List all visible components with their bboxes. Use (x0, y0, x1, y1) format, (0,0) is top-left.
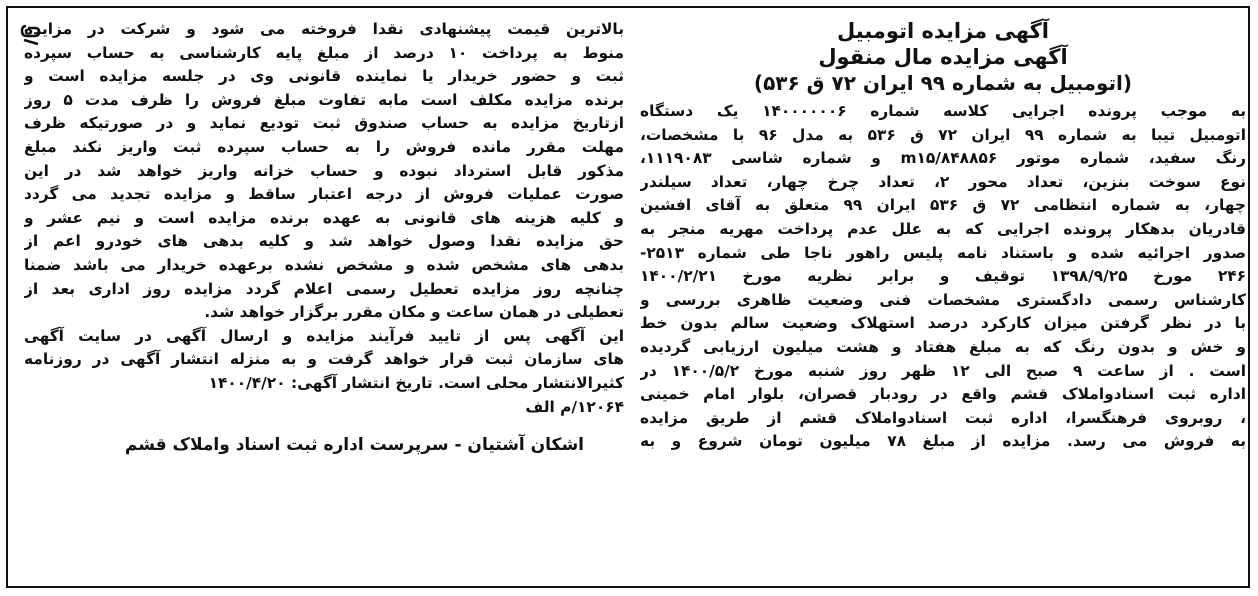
text-line: صدور اجرائیه شده و باستناد نامه پلیس راهور ناجا طی شماره ۲۵۱۳- (640, 243, 1246, 262)
notice-titles (640, 18, 1246, 96)
notice-right-column (640, 18, 1246, 454)
reference-number: ۱۲۰۶۴/م الف (525, 397, 624, 416)
text-line: برنده مزایده مکلف است مابه تفاوت مبلغ فروش را ظرف مدت ۵ روز (24, 90, 624, 109)
text-line: اداره ثبت اسنادواملاک قشم واقع در رودبار قصران، بلوار امام خمینی (640, 385, 1246, 404)
right-body-text (640, 100, 1246, 454)
text-line: بدهی های مشخص شده و مشخص نشده برعهده خریدار می باشد ضمنا (24, 255, 624, 274)
text-line: و کلیه هزینه های قانونی به عهده برنده مزایده است و نیم عشر و (24, 208, 624, 227)
text-line: ازتاریخ مزایده به حساب صندوق ثبت تودیع نماید و در صورتیکه ظرف (24, 114, 624, 133)
text-line: های سازمان ثبت قرار خواهد گرفت و به منزله انتشار آگهی در روزنامه (24, 350, 624, 369)
notice-vehicle-heading: (اتومبیل به شماره ۹۹ ایران ۷۲ ق ۵۳۶) (753, 71, 1133, 95)
notice-frame (6, 6, 1250, 588)
text-line: حق مزایده نقدا وصول خواهد شد و کلیه بدهی های خودرو اعم از (24, 232, 624, 251)
text-line: کارشناس رسمی دادگستری مشخصات فنی وضعیت ظاهری بررسی و (640, 290, 1246, 309)
notice-title: آگهی مزایده اتومبیل (837, 19, 1049, 43)
text-line: صورت عملیات فروش از درجه اعتبار ساقط و مزایده تجدید می گردد (24, 185, 624, 204)
text-line: مهلت مقرر مانده فروش را به حساب سپرده ثبت واریز نکند مبلغ (24, 137, 624, 156)
text-line: و خش و بدون رنگ که به مبلغ هفتاد و هشت میلیون ارزیابی گردیده (640, 337, 1246, 356)
text-line: نوع سوخت بنزین، تعداد محور ۲، تعداد چرخ چهار، تعداد سیلندر (640, 172, 1246, 191)
text-line: اتومبیل تیبا به شماره ۹۹ ایران ۷۲ ق ۵۳۶ به مدل ۹۶ با مشخصات، (640, 125, 1246, 144)
text-line: چهار، به شماره انتظامی ۷۲ ق ۵۳۶ ایران ۹۹ متعلق به آقای افشین (640, 196, 1246, 215)
left-body-text (24, 18, 624, 396)
text-line: به فروش می رسد. مزایده از مبلغ ۷۸ میلیون تومان شروع و به (640, 432, 1246, 451)
text-line: به موجب پرونده اجرایی کلاسه شماره ۱۴۰۰۰۰۰۰۶ یک دستگاه (640, 102, 1246, 120)
text-line: با در نظر گرفتن میزان کارکرد درصد استهلاک وضعیت سالم بدون خط (640, 314, 1246, 333)
text-line: چنانچه روز مزایده تعطیل رسمی اعلام گردد مزایده روز اداری بعد از (24, 279, 624, 298)
text-line: منوط به پرداخت ۱۰ درصد از مبلغ پایه کارشناسی به حساب سپرده (24, 43, 624, 62)
text-line: ثبت و حضور خریدار یا نماینده قانونی وی در جلسه مزایده است و (24, 67, 624, 86)
signature-line: اشکان آشتیان - سرپرست اداره ثبت اسناد واملاک قشم (124, 435, 584, 456)
text-line: مذکور قابل استرداد نبوده و حساب خزانه واریز خواهد شد در این (24, 161, 624, 180)
text-line: ، روبروی فرهنگسرا، اداره ثبت اسنادواملاک قشم از طریق مزایده (640, 408, 1246, 427)
text-line: قادریان بدهکار پرونده اجرایی که به علل عدم پرداخت مهریه منجر به (640, 219, 1246, 238)
notice-subtitle: آگهی مزایده مال منقول (818, 45, 1068, 69)
text-line: کثیرالانتشار محلی است. تاریخ انتشار آگهی: ۱۴۰۰/۴/۲۰ (208, 373, 624, 392)
text-line: رنگ سفید، شماره موتور m۱۵/۸۴۸۸۵۶ و شماره شاسی ۱۱۱۹۰۸۳، (640, 149, 1246, 168)
text-line: بالاترین قیمت پیشنهادی نقدا فروخته می شود و شرکت در مزایده (24, 20, 624, 38)
text-line: است . از ساعت ۹ صبح الی ۱۲ ظهر روز شنبه مورخ ۱۴۰۰/۵/۲ در (640, 361, 1246, 380)
text-line: ۲۴۶ مورخ ۱۳۹۸/۹/۲۵ توقیف و برابر نظریه مورخ ۱۴۰۰/۲/۲۱ (640, 267, 1246, 286)
text-line: این آگهی پس از تایید فرآیند مزایده و ارسال آگهی در سایت آگهی (24, 326, 624, 345)
notice-left-column (24, 18, 624, 455)
text-line: تعطیلی در همان ساعت و مکان مقرر برگزار خواهد شد. (204, 303, 624, 322)
